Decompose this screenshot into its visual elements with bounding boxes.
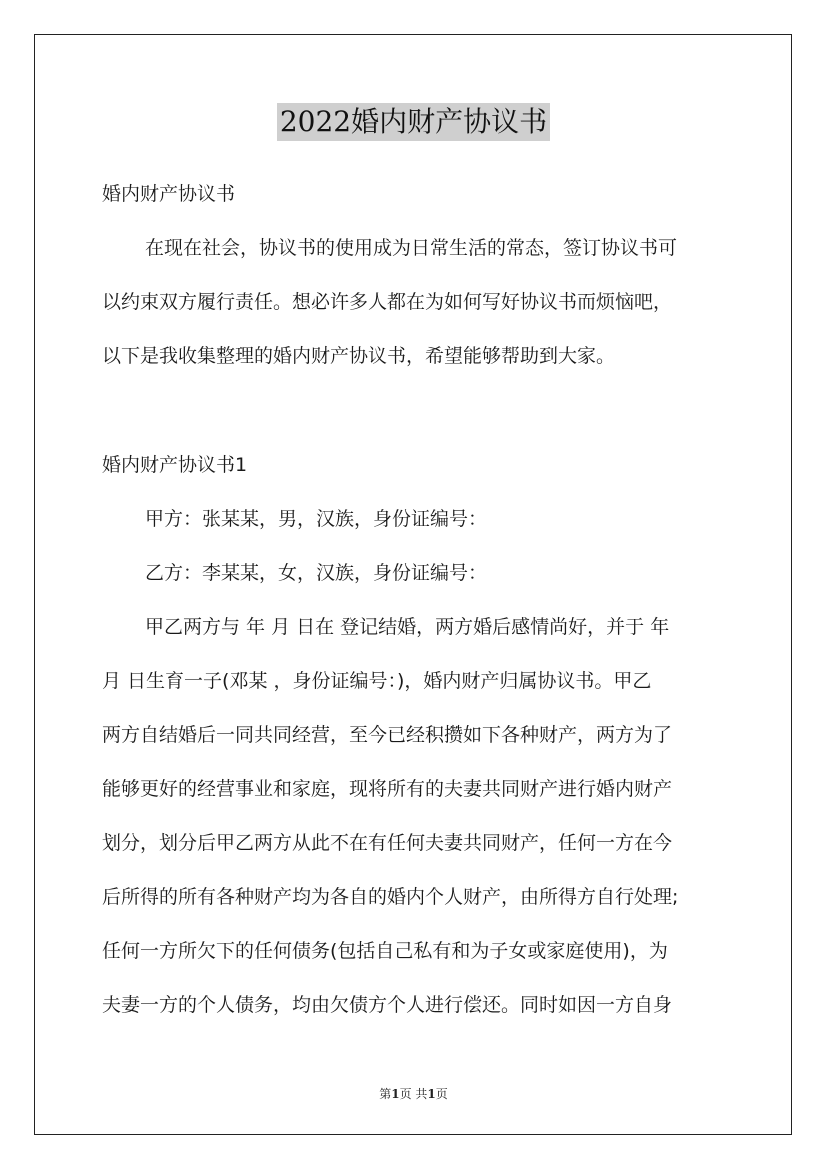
page-label-mid: 页 共 bbox=[399, 1087, 428, 1101]
section-heading: 婚内财产协议书1 bbox=[102, 454, 248, 476]
body-line: 月 日生育一子(邓某 ，身份证编号：)，婚内财产归属协议书。甲乙 bbox=[102, 670, 652, 692]
title-container bbox=[0, 103, 827, 141]
page-footer bbox=[0, 1086, 827, 1102]
intro-line: 以下是我收集整理的婚内财产协议书，希望能够帮助到大家。 bbox=[102, 345, 616, 367]
page-label-suffix: 页 bbox=[435, 1087, 448, 1101]
body-line: 两方自结婚后一同共同经营，至今已经积攒如下各种财产，两方为了 bbox=[102, 724, 673, 746]
body-line: 甲乙两方与 年 月 日在 登记结婚，两方婚后感情尚好，并于 年 bbox=[145, 616, 670, 638]
body-line: 任何一方所欠下的任何债务(包括自己私有和为子女或家庭使用)，为 bbox=[102, 940, 668, 962]
intro-line: 在现在社会，协议书的使用成为日常生活的常态，签订协议书可 bbox=[145, 237, 678, 259]
body-line: 能够更好的经营事业和家庭，现将所有的夫妻共同财产进行婚内财产 bbox=[102, 778, 673, 800]
intro-line: 以约束双方履行责任。想必许多人都在为如何写好协议书而烦恼吧， bbox=[102, 291, 673, 313]
document-title: 2022婚内财产协议书 bbox=[277, 103, 550, 141]
body-line: 划分，划分后甲乙两方从此不在有任何夫妻共同财产，任何一方在今 bbox=[102, 832, 673, 854]
document-subtitle: 婚内财产协议书 bbox=[102, 183, 236, 205]
body-line: 后所得的所有各种财产均为各自的婚内个人财产，由所得方自行处理; bbox=[102, 886, 679, 908]
party-b-line: 乙方：李某某，女，汉族，身份证编号： bbox=[145, 562, 488, 584]
body-line: 夫妻一方的个人债务，均由欠债方个人进行偿还。同时如因一方自身 bbox=[102, 994, 673, 1016]
page-number-total: 1 bbox=[427, 1087, 436, 1101]
party-a-line: 甲方：张某某，男，汉族，身份证编号： bbox=[145, 508, 488, 530]
page-label-prefix: 第 bbox=[379, 1087, 392, 1101]
page-number-current: 1 bbox=[391, 1087, 400, 1101]
